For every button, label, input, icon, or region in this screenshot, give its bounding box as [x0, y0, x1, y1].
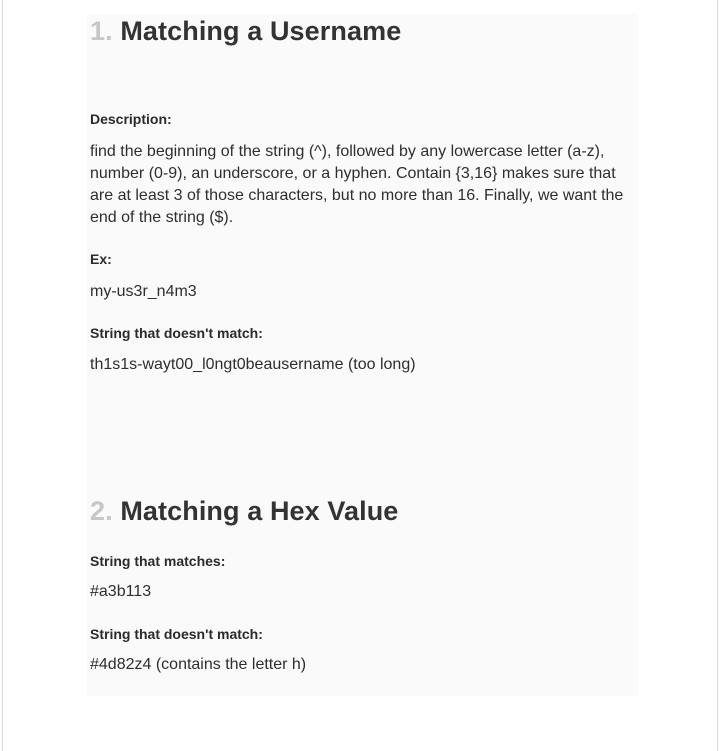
- match-text: #a3b113: [90, 583, 152, 600]
- page-frame: [2, 0, 718, 751]
- example-label: Ex:: [90, 251, 112, 267]
- nomatch-label: String that doesn't match:: [90, 626, 263, 642]
- section-heading-username: [90, 16, 401, 47]
- article-content: [87, 14, 638, 696]
- description-label: Description:: [90, 111, 172, 127]
- nomatch-text: th1s1s-wayt00_l0ngt0beausername (too long): [90, 356, 416, 373]
- section-number: 1.: [90, 16, 113, 46]
- section-title: Matching a Username: [120, 16, 402, 46]
- section-title: Matching a Hex Value: [120, 496, 399, 526]
- section-heading-hex: [90, 496, 398, 527]
- example-text: my-us3r_n4m3: [90, 283, 197, 300]
- description-text: find the beginning of the string (^), followed by any lowercase letter (a-z), number (0-9), an underscore, or a hyphen. Contain {3,16} makes sure that are at least 3 of those characters, but no more than 16. Finally, we want the end of the string ($).: [90, 143, 624, 226]
- section-number: 2.: [90, 496, 113, 526]
- nomatch-label: String that doesn't match:: [90, 325, 263, 341]
- nomatch-text: #4d82z4 (contains the letter h): [90, 656, 307, 673]
- match-label: String that matches:: [90, 553, 226, 569]
